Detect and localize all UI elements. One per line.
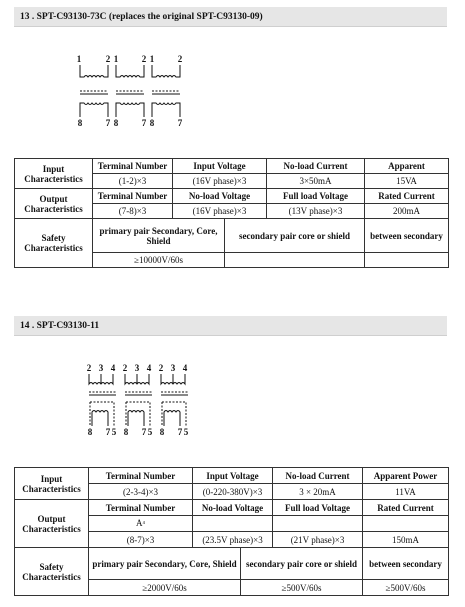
value-cell: (13V phase)×3 [267,204,365,219]
value-cell: A⁴ [89,516,193,532]
value-cell: 15VA [365,174,449,189]
value-cell [225,253,365,268]
transformer-diagram-14 [80,364,210,439]
terminal-label: 4 [182,363,188,373]
value-cell: (23.5V phase)×3 [193,532,273,548]
value-cell: 150mA [363,532,449,548]
safety-between-header: between secondary [363,548,449,580]
spec-table-13 [14,158,449,268]
safety-primary-header: primary pair Secondary, Core, Shield [89,548,241,580]
value-cell [365,253,449,268]
input-characteristics-label: Input Characteristics [15,159,93,189]
col-input-voltage: Input Voltage [193,468,273,484]
value-cell: 3×50mA [267,174,365,189]
value-cell: 3 × 20mA [273,484,363,500]
col-input-voltage: Input Voltage [173,159,267,174]
terminal-label: 7 [141,118,147,128]
col-no-load-voltage: No-load Voltage [193,500,273,516]
terminal-label: 3 [98,363,104,373]
col-rated-current: Rated Current [365,189,449,204]
transformer-diagram-13 [70,55,200,130]
spec-table-14 [14,467,449,596]
value-cell: (8-7)×3 [89,532,193,548]
terminal-label: 7 [105,118,111,128]
value-cell: 11VA [363,484,449,500]
output-extra-label: A [136,518,143,528]
safety-secondary-header: secondary pair core or shield [225,219,365,253]
terminal-label: 5 [111,427,117,437]
safety-characteristics-label: Safety Characteristics [15,219,93,268]
value-cell: (16V phase)×3 [173,204,267,219]
output-characteristics-label: Output Characteristics [15,500,89,548]
terminal-label: 7 [105,427,111,437]
col-full-load-voltage: Full load Voltage [273,500,363,516]
terminal-label: 3 [170,363,176,373]
terminal-label: 2 [86,363,92,373]
section-14-title: 14 . SPT-C93130-11 [14,316,447,336]
terminal-label: 8 [113,118,119,128]
value-cell [273,516,363,532]
value-cell: (1-2)×3 [93,174,173,189]
value-cell [193,516,273,532]
value-cell: ≥500V/60s [241,580,363,596]
value-cell: (2-3-4)×3 [89,484,193,500]
value-cell [363,516,449,532]
terminal-label: 8 [77,118,83,128]
terminal-label: 1 [113,54,119,64]
terminal-label: 1 [149,54,155,64]
terminal-label: 5 [183,427,189,437]
terminal-label: 8 [149,118,155,128]
value-cell: ≥500V/60s [363,580,449,596]
col-terminal-number: Terminal Number [93,189,173,204]
safety-primary-header: primary pair Secondary, Core, Shield [93,219,225,253]
col-apparent-power: Apparent Power [363,468,449,484]
value-cell: ≥10000V/60s [93,253,225,268]
value-cell: 200mA [365,204,449,219]
section-13-title: 13 . SPT-C93130-73C (replaces the original SPT-C93130-09) [14,7,447,27]
safety-secondary-header: secondary pair core or shield [241,548,363,580]
col-no-load-current: No-load Current [267,159,365,174]
value-cell: (0-220-380V)×3 [193,484,273,500]
col-rated-current: Rated Current [363,500,449,516]
col-terminal-number: Terminal Number [93,159,173,174]
terminal-label: 7 [177,427,183,437]
safety-characteristics-label: Safety Characteristics [15,548,89,596]
terminal-label: 2 [105,54,111,64]
safety-between-header: between secondary [365,219,449,253]
col-terminal-number: Terminal Number [89,500,193,516]
terminal-label: 7 [141,427,147,437]
terminal-label: 2 [158,363,164,373]
value-cell: (16V phase)×3 [173,174,267,189]
terminal-label: 7 [177,118,183,128]
value-cell: ≥2000V/60s [89,580,241,596]
col-no-load-current: No-load Current [273,468,363,484]
terminal-label: 2 [141,54,147,64]
terminal-label: 4 [110,363,116,373]
col-no-load-voltage: No-load Voltage [173,189,267,204]
input-characteristics-label: Input Characteristics [15,468,89,500]
col-apparent: Apparent [365,159,449,174]
terminal-label: 8 [123,427,129,437]
value-cell: (21V phase)×3 [273,532,363,548]
terminal-label: 4 [146,363,152,373]
value-cell: (7-8)×3 [93,204,173,219]
terminal-label: 2 [177,54,183,64]
col-terminal-number: Terminal Number [89,468,193,484]
col-full-load-voltage: Full load Voltage [267,189,365,204]
terminal-label: 2 [122,363,128,373]
terminal-label: 8 [159,427,165,437]
terminal-label: 8 [87,427,93,437]
terminal-label: 3 [134,363,140,373]
output-characteristics-label: Output Characteristics [15,189,93,219]
terminal-label: 5 [147,427,153,437]
terminal-label: 1 [76,54,82,64]
